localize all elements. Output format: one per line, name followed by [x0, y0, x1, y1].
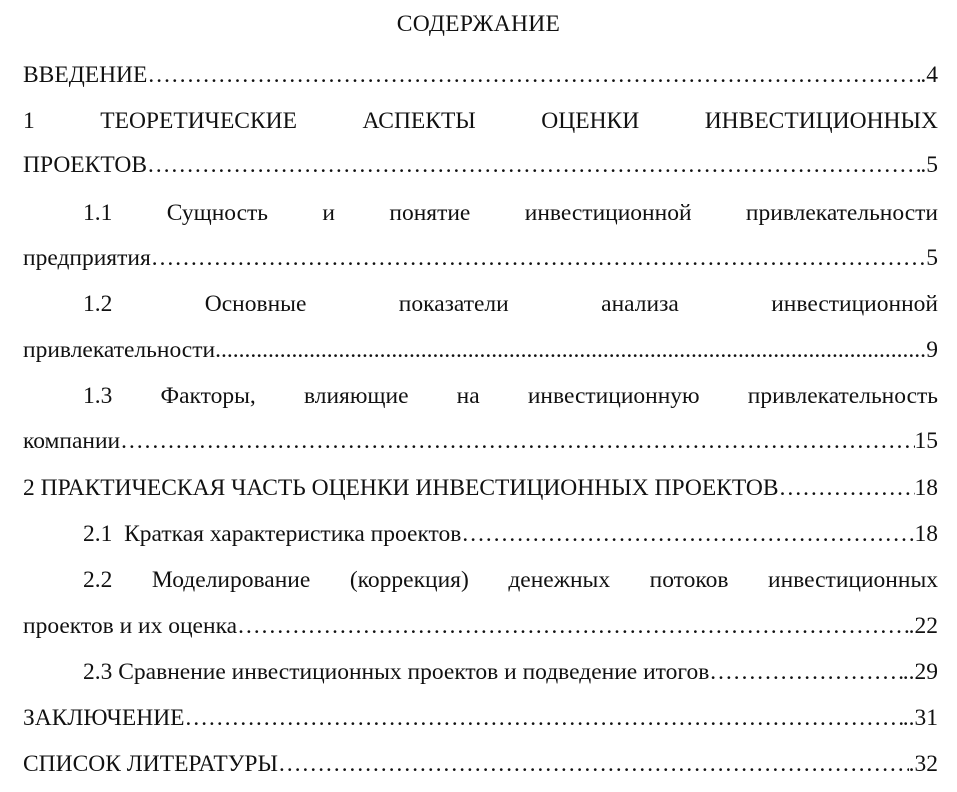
toc-leader-dots [709, 655, 902, 689]
toc-page-number: .4 [920, 62, 938, 88]
toc-entry-title: привлекательности [23, 337, 216, 363]
toc-entry-title: ЗАКЛЮЧЕНИЕ [23, 705, 185, 731]
toc-page-number: 18 [914, 521, 938, 547]
toc-entry-2-3[interactable] [83, 655, 938, 689]
toc-leader-dots [237, 609, 909, 643]
toc-leader-dots [461, 517, 914, 551]
toc-entry-title: ПРОЕКТОВ [23, 152, 148, 178]
toc-page-number: ..29 [902, 659, 938, 685]
toc-page-number: 5 [926, 245, 938, 271]
toc-leader-dots [151, 241, 926, 275]
toc-entry-2-1[interactable] [83, 517, 938, 551]
toc-entry-introduction[interactable] [23, 58, 938, 92]
toc-entry-title: проектов и их оценка [23, 613, 238, 639]
toc-leader-dots [147, 58, 920, 92]
toc-leader-dots [215, 333, 926, 367]
toc-page-number: 18 [914, 475, 938, 501]
toc-entry-title: ВВЕДЕНИЕ [23, 62, 148, 88]
toc-entry-title: предприятия [23, 245, 151, 271]
toc-entry-title: СПИСОК ЛИТЕРАТУРЫ [23, 751, 278, 777]
toc-page-number: .32 [908, 751, 938, 777]
toc-entry-2-2-line2[interactable] [23, 609, 938, 643]
toc-page-number: 15 [914, 428, 938, 454]
toc-entry-conclusion[interactable] [23, 701, 938, 735]
toc-entry-1-3-line1[interactable]: 1.3 Факторы, влияющие на инвестиционную привлекательность [83, 383, 938, 409]
toc-entry-chapter2[interactable] [23, 471, 938, 505]
toc-entry-title: 2.3 Сравнение инвестиционных проектов и подведение итогов [83, 659, 710, 685]
toc-entry-1-3-line2[interactable] [23, 424, 938, 458]
toc-entry-title: 2 ПРАКТИЧЕСКАЯ ЧАСТЬ ОЦЕНКИ ИНВЕСТИЦИОННЫХ ПРОЕКТОВ [23, 475, 779, 501]
toc-leader-dots [185, 701, 903, 735]
toc-page-number: 9 [926, 337, 938, 363]
toc-leader-dots [779, 471, 915, 505]
toc-page-number: .5 [920, 152, 938, 178]
toc-entry-title: 2.1 Краткая характеристика проектов [83, 521, 462, 547]
toc-leader-dots [120, 424, 914, 458]
toc-entry-chapter1-line2[interactable] [23, 148, 938, 182]
toc-leader-dots [147, 148, 920, 182]
toc-entry-1-2-line1[interactable]: 1.2 Основные показатели анализа инвестиционной [83, 291, 938, 317]
toc-entry-2-2-line1[interactable]: 2.2 Моделирование (коррекция) денежных потоков инвестиционных [83, 567, 938, 593]
toc-entry-references[interactable] [23, 747, 938, 781]
toc-entry-1-1-line1[interactable]: 1.1 Сущность и понятие инвестиционной привлекательности [83, 200, 938, 226]
toc-entry-1-2-line2[interactable] [23, 333, 938, 367]
toc-page-number: .22 [908, 613, 938, 639]
toc-entry-1-1-line2[interactable] [23, 241, 938, 275]
toc-leader-dots [278, 747, 909, 781]
toc-entry-title: компании [23, 428, 121, 454]
toc-page-number: ..31 [902, 705, 938, 731]
toc-entry-chapter1-line1[interactable]: 1 ТЕОРЕТИЧЕСКИЕ АСПЕКТЫ ОЦЕНКИ ИНВЕСТИЦИОННЫХ [23, 108, 938, 134]
toc-heading: СОДЕРЖАНИЕ [396, 11, 561, 37]
